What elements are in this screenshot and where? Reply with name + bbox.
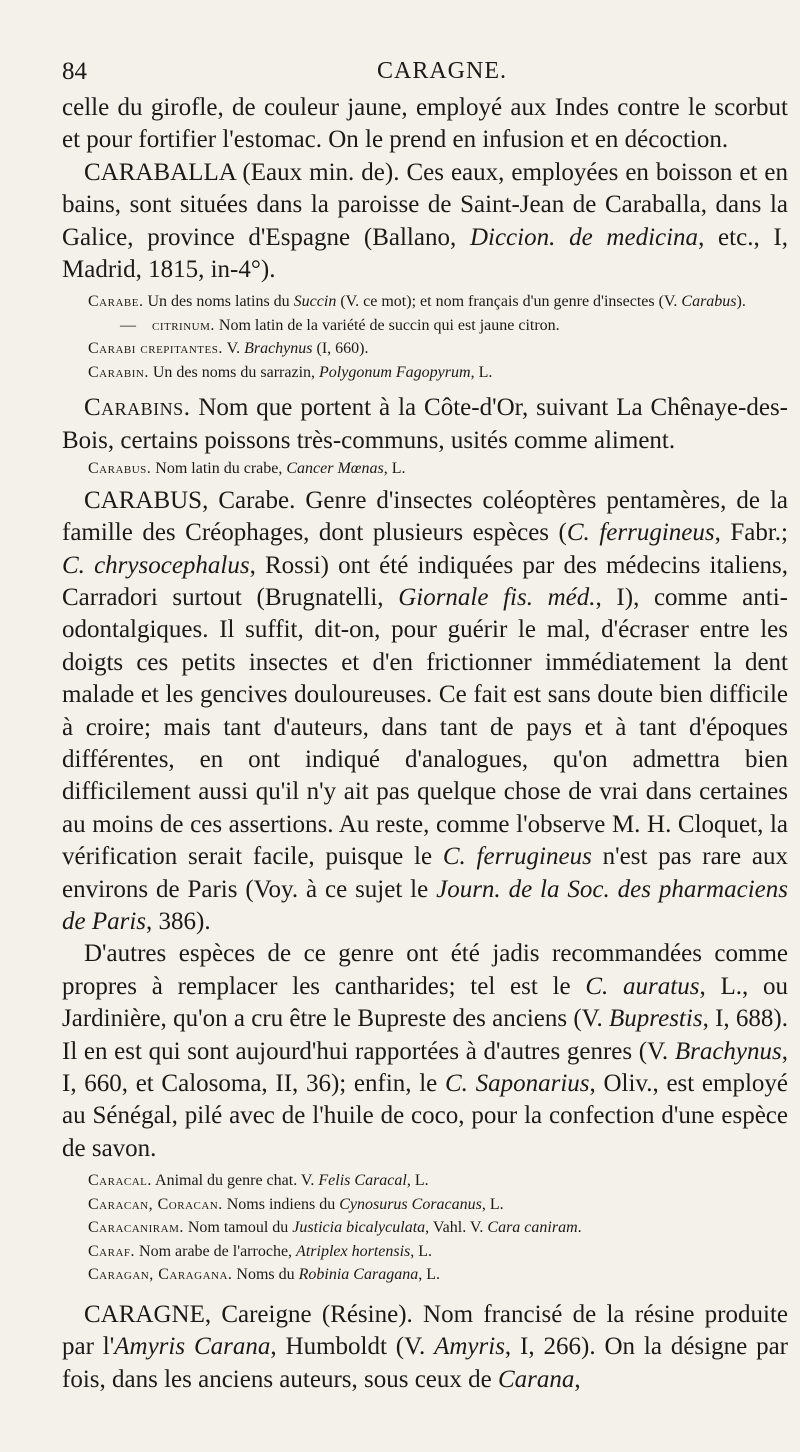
entry-citrinum: — citrinum. Nom latin de la variété de succin qui est jaune citron. <box>120 316 560 334</box>
entry-carabus-latin: Carabus. Nom latin du crabe, Cancer Mœnas, L. <box>88 460 406 478</box>
entry-crepitantes: Carabi crepitantes. V. Brachynus (I, 660). <box>88 340 369 358</box>
running-head: CARAGNE. <box>376 58 507 84</box>
entry-headword: Carabi crepitantes. <box>88 340 223 358</box>
entry-headword: Caraf. <box>88 1242 136 1260</box>
entry-carabin: Carabin. Un des noms du sarrazin, Polygonum Fagopyrum, L. <box>88 363 493 381</box>
entry-headword: Caracaniram. <box>88 1219 184 1237</box>
entry-caracal: Caracal. Animal du genre chat. V. Felis Caracal, L. <box>88 1172 429 1190</box>
entry-caragan: Caragan, Caragana. Noms du Robinia Caragana, L. <box>88 1266 440 1284</box>
entry-headword: CARABALLA <box>84 158 236 186</box>
entry-headword: Carabin. <box>88 363 149 381</box>
entry-headword: Caracan, Coracan. <box>88 1195 223 1213</box>
entry-headword: Carabins. <box>84 394 191 422</box>
entry-carabins: Carabins. Nom que portent à la Côte-d'Or, suivant La Chênaye-des-Bois, certains poissons très-communs, usités comme aliment. <box>62 394 788 454</box>
entry-headword: citrinum. <box>152 316 215 334</box>
entry-carabus-continued: D'autres espèces de ce genre ont été jadis recommandées comme propres à remplacer les cantharides; tel est le C. auratus, L., ou Jardinière, qu'on a cru être le Bupreste des anciens (V. Buprestis, I, 688). Il en est qui sont aujourd'hui rapportées à d'autres genres (V. Brachynus, I, 660, et Calosoma, II, 36); enfin, le C. Saponarius, Oliv., est employé au Sénégal, pilé avec de l'huile de coco, pour la confection d'une espèce de savon. <box>62 940 788 1162</box>
entry-headword: Caracal. <box>88 1172 152 1190</box>
page-number: 84 <box>62 58 87 85</box>
entry-caracan: Caracan, Coracan. Noms indiens du Cynosurus Coracanus, L. <box>88 1195 504 1213</box>
entry-headword: Carabe. <box>88 293 144 311</box>
entry-caraballa: CARABALLA (Eaux min. de). Ces eaux, employées en boisson et en bains, sont situées dans la paroisse de Saint-Jean de Caraballa, dans la Galice, province d'Espagne (Ballano, Diccion. de medicina, etc., I, Madrid, 1815, in-4°). <box>62 158 789 284</box>
entry-carabe: Carabe. Un des noms latins du Succin (V. ce mot); et nom français d'un genre d'insectes (V. Carabus). <box>88 293 746 311</box>
entry-carabus: CARABUS, Carabe. Genre d'insectes coléoptères pentamères, de la famille des Créophages, dont plusieurs espèces (C. ferrugineus, Fabr.; C. chrysocephalus, Rossi) ont été indiquées par des médecins italiens, Carradori surtout (Brugnatelli, Giornale fis. méd., I), comme anti-odontalgiques. Il suffit, dit-on, pour guérir le mal, d'écraser entre les doigts ces petits insectes et d'en frictionner immédiatement la dent malade et les gencives douloureuses. Ce fait est sans doute bien difficile à croire; mais tant d'auteurs, dans tant de pays et à tant d'époques différentes, en ont indiqué d'analogues, qu'on admettra bien difficilement aussi qu'il n'y ait pas quelque chose de vrai dans certaines au moins de ces assertions. Au reste, comme l'observe M. H. Cloquet, la vérification serait facile, puisque le C. ferrugineus n'est pas rare aux environs de Paris (Voy. à ce sujet le Journ. de la Soc. des pharmaciens de Paris, 386). <box>62 486 788 936</box>
entry-headword: CARAGNE <box>84 1300 205 1328</box>
entry-headword: Carabus. <box>88 460 152 478</box>
entry-caracaniram: Caracaniram. Nom tamoul du Justicia bicalyculata, Vahl. V. Cara caniram. <box>88 1219 582 1237</box>
entry-headword: Caragan, Caragana. <box>88 1266 233 1284</box>
continued-paragraph: celle du girofle, de couleur jaune, employé aux Indes contre le scorbut et pour fortifier l'estomac. On le prend en infusion et en décoction. <box>62 94 788 154</box>
page-header <box>62 52 788 92</box>
entry-caragne: CARAGNE, Careigne (Résine). Nom francisé de la résine produite par l'Amyris Carana, Humboldt (V. Amyris, I, 266). On la désigne par fois, dans les anciens auteurs, sous ceux de Carana, <box>62 1300 788 1393</box>
entry-caraf: Caraf. Nom arabe de l'arroche, Atriplex hortensis, L. <box>88 1242 433 1260</box>
entry-headword: CARABUS <box>84 486 203 514</box>
